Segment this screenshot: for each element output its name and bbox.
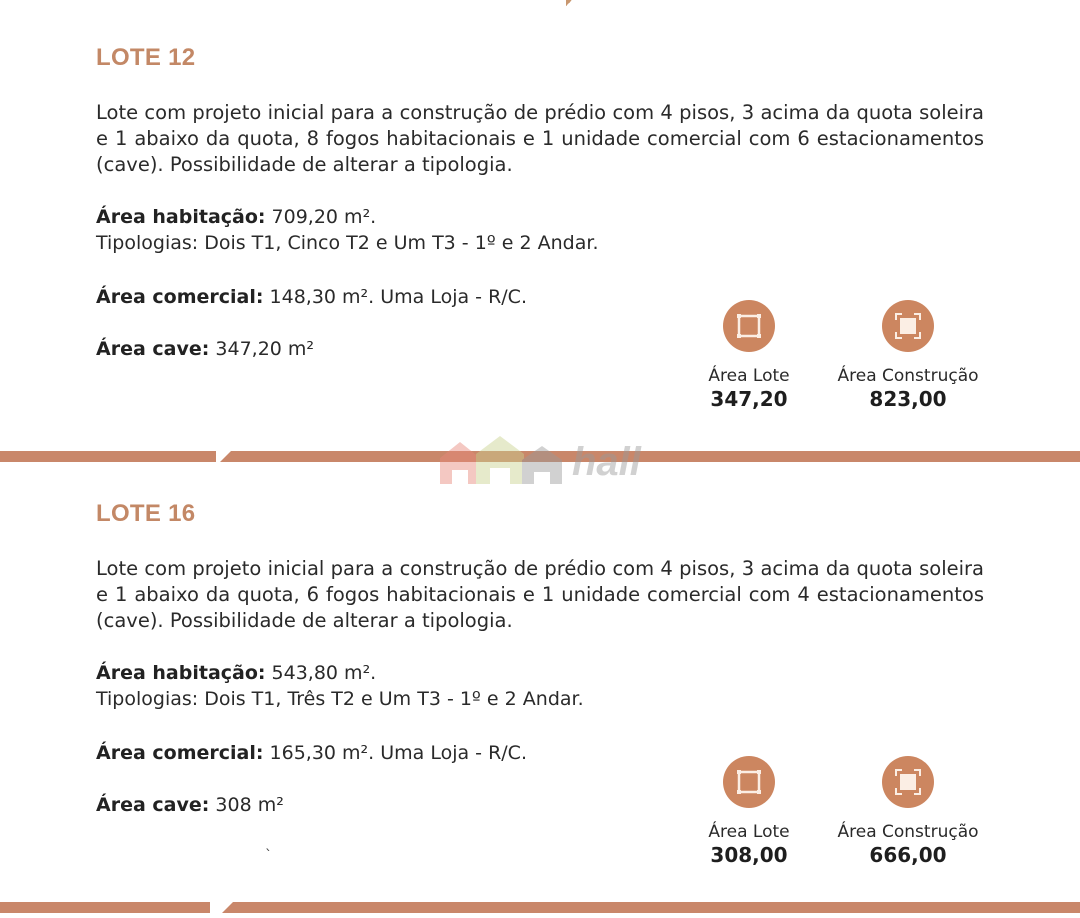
section-divider [0, 902, 1080, 913]
tipologias-line: Tipologias: Dois T1, Cinco T2 e Um T3 - 1º e 2 Andar. [96, 232, 599, 254]
cave-label: Área cave: [96, 794, 210, 816]
lot-title: LOTE 16 [96, 500, 196, 527]
stat-label: Área Lote [708, 822, 790, 842]
lot-description: Lote com projeto inicial para a construção de prédio com 4 pisos, 3 acima da quota soleira e 1 abaixo da quota, 6 fogos habitacionais e 1 unidade comercial com 4 estacionamentos (cave). Possibilidade de alterar a tipologia. [96, 557, 984, 632]
plot-area-icon [723, 300, 775, 352]
stat-label: Área Construção [837, 822, 979, 842]
habitacao-line [96, 204, 984, 230]
stray-mark: ` [265, 848, 272, 864]
comercial-label: Área comercial: [96, 742, 264, 764]
stat-label: Área Construção [837, 366, 979, 386]
habitacao-line [96, 660, 984, 686]
comercial-value: 148,30 m². Uma Loja - R/C. [263, 286, 527, 308]
top-decorative-mark [566, 0, 572, 6]
stat-value: 347,20 [710, 387, 788, 411]
cave-value: 308 m² [209, 794, 284, 816]
stat-value: 308,00 [710, 843, 788, 867]
habitacao-value: 709,20 m². [265, 206, 377, 228]
stat-label: Área Lote [708, 366, 790, 386]
houses-icon [440, 436, 570, 488]
habitacao-label: Área habitação: [96, 662, 266, 684]
stat-area-construcao [818, 756, 998, 868]
plot-area-icon [723, 756, 775, 808]
cave-label: Área cave: [96, 338, 210, 360]
stat-area-lote [659, 300, 839, 412]
stat-area-lote [659, 756, 839, 868]
habitacao-label: Área habitação: [96, 206, 266, 228]
stat-value: 666,00 [869, 843, 947, 867]
cave-value: 347,20 m² [209, 338, 315, 360]
comercial-label: Área comercial: [96, 286, 264, 308]
watermark-logo [440, 436, 650, 488]
habitacao-value: 543,80 m². [265, 662, 377, 684]
comercial-value: 165,30 m². Uma Loja - R/C. [263, 742, 527, 764]
lot-description: Lote com projeto inicial para a construção de prédio com 4 pisos, 3 acima da quota soleira e 1 abaixo da quota, 8 fogos habitacionais e 1 unidade comercial com 6 estacionamentos (cave). Possibilidade de alterar a tipologia. [96, 101, 984, 176]
lot-title: LOTE 12 [96, 44, 196, 71]
watermark-text: hall [572, 440, 641, 484]
tipologias-line: Tipologias: Dois T1, Três T2 e Um T3 - 1º e 2 Andar. [96, 688, 584, 710]
construction-area-icon [882, 300, 934, 352]
stat-area-construcao [818, 300, 998, 412]
construction-area-icon [882, 756, 934, 808]
stat-value: 823,00 [869, 387, 947, 411]
